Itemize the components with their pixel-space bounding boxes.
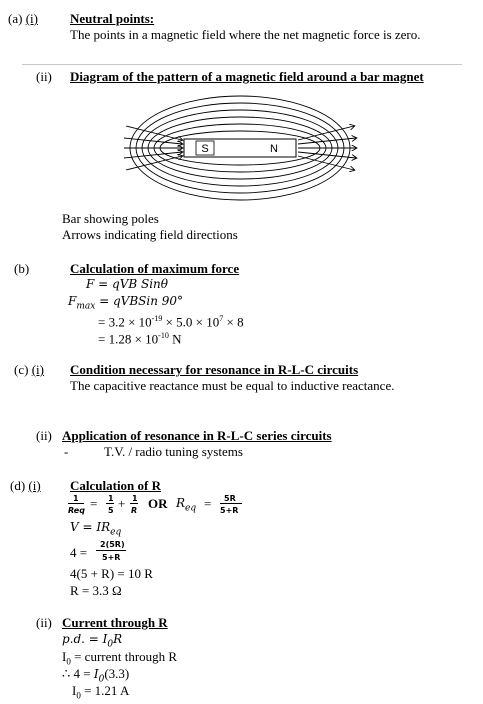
part-c-label: (c) (i) [14, 362, 44, 377]
fmax-substitution: = $3.2 \times 10^{-19} \times 5.0 \times 10^7 \times 8$ [98, 314, 244, 330]
part-a-label: (a) (i) [8, 11, 38, 26]
frac1-num: 1 [73, 494, 79, 503]
resonance-application-heading: Application of resonance in R-L-C series circuits [62, 428, 332, 443]
part-c-ii-label: (ii) [36, 428, 52, 443]
solve-line: 4(5 + R) = 10 R [70, 566, 153, 581]
part-d-label: (d) (i) [10, 478, 41, 493]
or-label: OR [148, 496, 168, 511]
frac5-num: 2(5R) [100, 540, 125, 549]
frac2-den: 5 [108, 506, 114, 515]
resonance-application-text: T.V. / radio tuning systems [104, 444, 243, 459]
i0-definition: $I_0$ = current through R [62, 649, 178, 667]
frac3-bar [130, 503, 138, 504]
plus-sign: + [118, 496, 126, 511]
frac5-den: 5+R [102, 553, 121, 562]
equals-1: = [90, 496, 98, 511]
force-equation: F = qVB Sinθ [86, 277, 169, 291]
frac4-num: 5R [224, 494, 236, 503]
bullet-dash: - [64, 444, 69, 459]
frac3-den: R [131, 506, 138, 515]
part-d-ii-label: (ii) [36, 615, 52, 630]
frac4-den: 5+R [220, 506, 239, 515]
current-heading: Current through R [62, 615, 168, 630]
n-pole-label: N [270, 143, 278, 155]
frac3-num: 1 [132, 494, 138, 503]
current-result: $I_0 = 1.21$ A [72, 683, 130, 701]
pd-line: p.d. = $I_0R$ [62, 632, 123, 650]
note-bar-poles: Bar showing poles [62, 211, 159, 226]
frac2-bar [106, 503, 114, 504]
fmax-result: = $1.28 \times 10^{-10}$ N [98, 331, 182, 347]
equals-2: = [204, 496, 212, 511]
substitution-line: ∴ $4 = I_0(3.3)$ [62, 666, 130, 685]
ohms-law-line: $V = IR_{eq}$ [70, 520, 122, 538]
req-label: $R_{eq}$ [176, 496, 197, 514]
resonance-condition-heading: Condition necessary for resonance in R-L-C circuits [70, 362, 359, 377]
frac2-num: 1 [108, 494, 114, 503]
calc-r-heading: Calculation of R [70, 478, 161, 493]
bar-magnet-field-diagram [120, 88, 360, 210]
frac1-bar [68, 503, 84, 504]
s-pole-label: S [201, 143, 209, 155]
part-b-label: (b) [14, 261, 30, 276]
max-force-heading: Calculation of maximum force [70, 261, 240, 276]
frac1-den: Req [68, 506, 85, 515]
note-field-arrows: Arrows indicating field directions [62, 227, 238, 242]
frac4-bar [220, 503, 242, 504]
part-a-ii-label: (ii) [36, 69, 52, 84]
neutral-points-text: The points in a magnetic field where the net magnetic force is zero. [70, 27, 421, 42]
resonance-condition-text: The capacitive reactance must be equal to inductive reactance. [70, 378, 395, 393]
r-result: R = 3.3 Ω [70, 583, 122, 598]
frac5-bar [96, 550, 126, 551]
divider [22, 64, 462, 65]
neutral-points-heading: Neutral points: [70, 11, 155, 26]
four-equals: 4 = [70, 545, 88, 560]
fmax-equation: $F_{max}$ = qVBSin 90° [68, 294, 184, 312]
diagram-heading: Diagram of the pattern of a magnetic field around a bar magnet [70, 69, 424, 84]
